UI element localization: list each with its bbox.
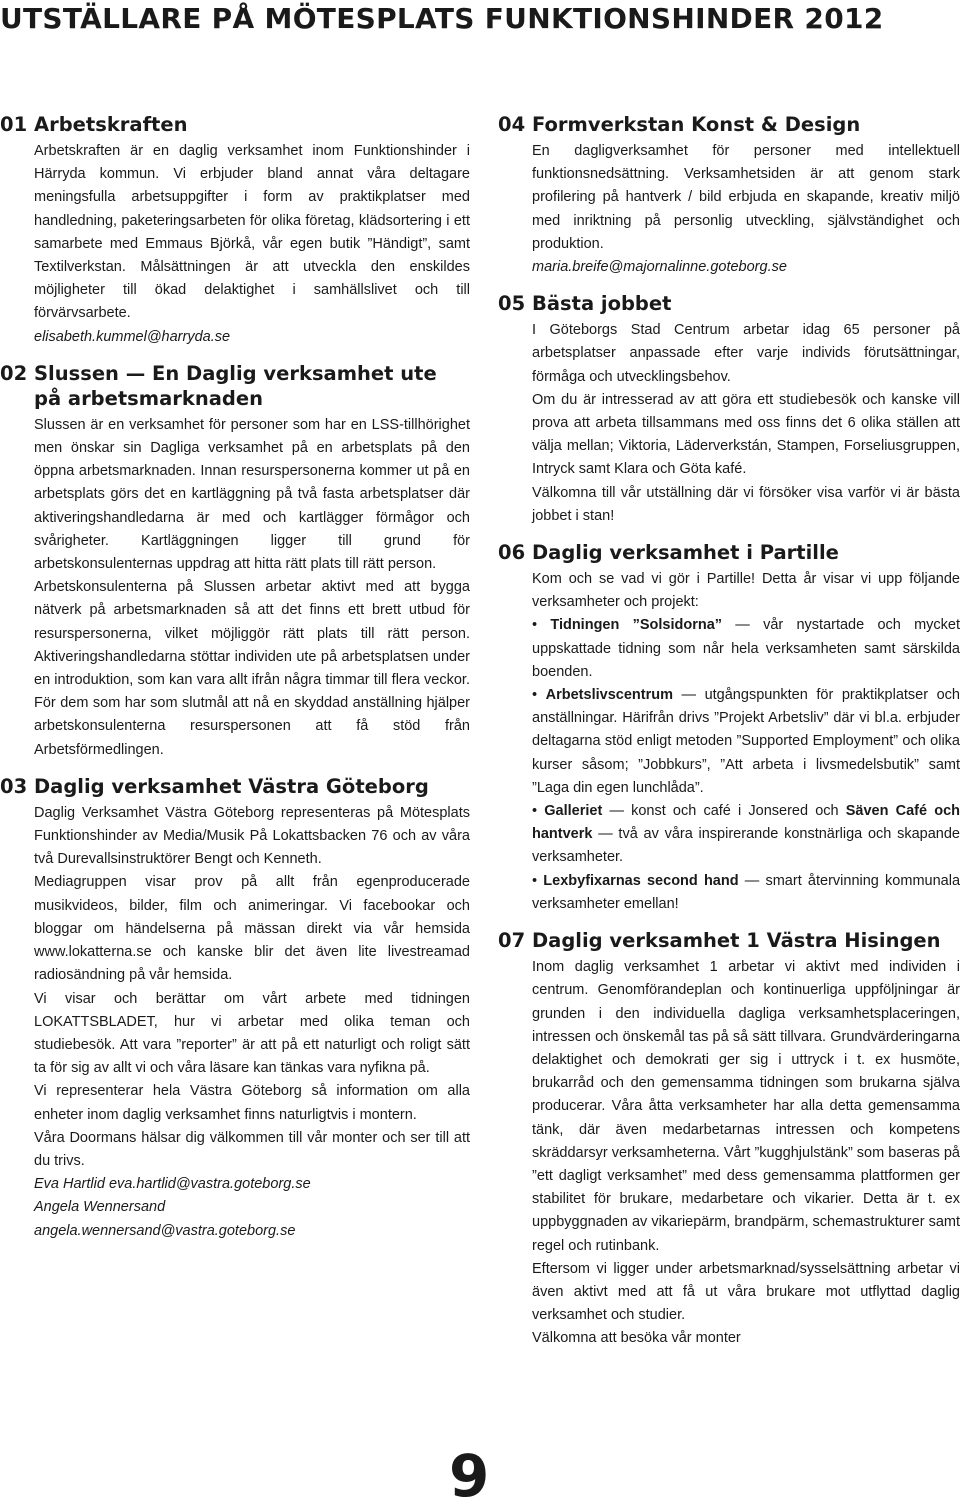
section-text: Mediagruppen visar prov på allt från egenproducerade musikvideos, bilder, film och animeringar. Vi facebookar och bloggar om händelserna på mässan direkt via vår hemsida www.lokatterna.se och kanske blir det även lite livestreamad radiosändning på vår hemsida. (34, 874, 470, 984)
list-item: • Galleriet — konst och café i Jonsered och Säven Café och hantverk — två av våra inspirerande konstnärliga och skapande verksamheter. (532, 803, 960, 866)
section-text: Eftersom vi ligger under arbetsmarknad/sysselsättning arbetar vi även aktivt med att få ut våra brukare mot utflyttad daglig verksamhet och studier. (532, 1260, 960, 1324)
section-arbetskraften (0, 112, 470, 349)
page-title: UTSTÄLLARE PÅ MÖTESPLATS FUNKTIONSHINDER 2012 (0, 2, 884, 35)
section-title: Daglig verksamhet i Partille (532, 541, 839, 565)
right-column (498, 112, 960, 1363)
section-number: 01 (0, 113, 28, 136)
section-text: Vi representerar hela Västra Göteborg så information om alla enheter inom daglig verksamhet finns naturligtvis i montern. (34, 1083, 470, 1123)
section-text: Välkomna till vår utställning där vi försöker visa varför vi är bästa jobbet i stan! (532, 484, 960, 524)
item-text: — smart återvinning kommunala verksamheter emellan! (532, 872, 960, 912)
item-text: — konst och café i Jonsered och (602, 803, 846, 820)
page-number: 9 (449, 1442, 490, 1510)
section-slussen (0, 361, 470, 762)
section-heading (498, 291, 960, 316)
section-text: Daglig Verksamhet Västra Göteborg representeras på Mötesplats Funktionshinder av Media/Musik På Lokattsbacken 76 och av våra två Durevallsinstruktörer Bengt och Kenneth. (34, 804, 470, 868)
section-text: Vi visar och berättar om vårt arbete med tidningen LOKATTSBLADET, hur vi arbetar med olika teman och studiebesök. Att vara ”reporter” är att på ett naturligt och roligt sätt ta för sig av allt vi och våra läsare kan tänkas vara nyfikna på. (34, 990, 470, 1077)
section-heading (498, 540, 960, 565)
section-number: 07 (498, 929, 526, 953)
section-text: Slussen är en verksamhet för personer som har en LSS-tillhörighet men önskar sin Dagliga verksamhet på en arbetsplats på den öppna arbetsmarknaden. Innan resurspersonerna kommer ut på en arbetsplats görs det en kartläggning på två fasta arbetsplatser där aktiveringshandledarna är med och kartlägger förmågor och svårigheter. Kartläggningen ligger till grund för arbetskonsulenternas uppdrag att hitta rätt plats till rätt person. (34, 416, 470, 573)
section-basta-jobbet (498, 291, 960, 528)
item-text: — två av våra inspirerande konstnärliga och skapande verksamheter. (532, 826, 960, 866)
section-number: 06 (498, 541, 526, 565)
section-text: I Göteborgs Stad Centrum arbetar idag 65 personer på arbetsplatser anpassade efter varje individs förutsättningar, förmåga och utvecklingsbehov. (532, 322, 960, 385)
item-name: Galleriet (544, 803, 603, 820)
section-vastra-goteborg (0, 774, 470, 1243)
section-title: Daglig verksamhet Västra Göteborg (34, 774, 429, 798)
section-text: Kom och se vad vi gör i Partille! Detta år visar vi upp följande verksamheter och projekt: (532, 571, 960, 611)
item-name: Tidningen ”Solsidorna” (550, 617, 723, 634)
section-vastra-hisingen (498, 928, 960, 1350)
contact-name: Angela Wennersand (34, 1199, 166, 1216)
section-title: Arbetskraften (34, 113, 188, 136)
item-text: — vår nystartade och mycket uppskattade tidning som når hela verksamheten samt särskilda boenden. (532, 617, 960, 680)
section-partille (498, 540, 960, 916)
item-text: — utgångspunkten för praktikplatser och anställningar. Härifrån drivs ”Projekt Arbetsliv” där vi bl.a. erbjuder deltagarna stöd enligt metoden ”Supported Employment” och olika kurser såsom; ”Jobbkurs”, ”Att arbeta i livsmedelsbutik” samt ”Laga din egen lunchlåda”. (532, 687, 960, 796)
contact-email[interactable]: maria.breife@majornalinne.goteborg.se (532, 259, 787, 276)
section-text: Våra Doormans hälsar dig välkommen till vår monter och ser till att du trivs. (34, 1129, 470, 1169)
section-title: Bästa jobbet (532, 292, 672, 316)
section-text: Arbetskraften är en daglig verksamhet inom Funktionshinder i Härryda kommun. Vi erbjuder bland annat våra deltagare meningsfulla arbetsuppgifter i form av praktikplatser med handledning, paketeringsarbeten för olika företag, klädsortering i ett samarbete med Emmaus Björkå, vår egen butik ”Händigt”, samt Textilverkstan. Målsättningen är att utveckla den enskildes möjligheter till ökad delaktighet i samhällslivet och till förvärvsarbete. (34, 143, 470, 322)
section-text: Om du är intresserad av att göra ett studiebesök och kanske vill prova att arbeta tillsammans med oss finns det 6 olika ställen att välja mellan; Viktoria, Läderverkstán, Stampen, Forseliusgruppen, Intryck samt Klara och Göta kafé. (532, 391, 960, 478)
left-column (0, 112, 470, 1255)
section-title: Slussen — En Daglig verksamhet ute på arbetsmarknaden (34, 361, 437, 410)
contact-email[interactable]: elisabeth.kummel@harryda.se (34, 328, 231, 345)
section-heading (498, 928, 960, 953)
section-heading (0, 774, 470, 799)
section-heading (0, 112, 470, 137)
item-name: Arbetslivscentrum (545, 687, 673, 704)
section-number: 03 (0, 774, 28, 798)
section-text: Välkomna att besöka vår monter (532, 1330, 741, 1347)
section-heading (498, 112, 960, 137)
section-title: Formverkstan Konst & Design (532, 113, 861, 136)
item-name: Säven Café och hantverk (532, 803, 960, 843)
section-text: En dagligverksamhet för personer med intellektuell funktionsnedsättning. Verksamhetsiden är att genom stark profilering på hantverk / bild erbjuda en skapande, kreativ miljö med inriktning på personlig utveckling, självständighet och produktion. (532, 143, 960, 252)
list-item: • Tidningen ”Solsidorna” — vår nystartade och mycket uppskattade tidning som når hela verksamheten samt särskilda boenden. (532, 617, 960, 680)
contact-email[interactable]: Eva Hartlid eva.hartlid@vastra.goteborg.se (34, 1176, 311, 1193)
list-item: • Arbetslivscentrum — utgångspunkten för praktikplatser och anställningar. Härifrån drivs ”Projekt Arbetsliv” där vi bl.a. erbjuder deltagarna stöd enligt metoden ”Supported Employment” och olika kurser såsom; ”Jobbkurs”, ”Att arbeta i livsmedelsbutik” samt ”Laga din egen lunchlåda”. (532, 687, 960, 796)
item-name: Lexbyfixarnas second hand (543, 872, 739, 889)
section-number: 02 (0, 361, 28, 385)
section-text: Arbetskonsulenterna på Slussen arbetar aktivt med att bygga nätverk på arbetsmarknaden så att det finns ett brett utbud för resurspersonerna, vilket möjliggör rätt plats till rätt person. Aktiveringshandledarna stöttar individen ute på arbetsplatsen under en introduktion, som kan vara allt ifrån några timmar till flera veckor. För dem som har som slutmål att nå en skyddad anställning hjälper arbetskonsulenterna resurspersonen att få stöd från Arbetsförmedlingen. (34, 579, 470, 758)
section-number: 05 (498, 292, 526, 316)
contact-email[interactable]: angela.wennersand@vastra.goteborg.se (34, 1222, 296, 1239)
section-formverkstan (498, 112, 960, 279)
section-text: Inom daglig verksamhet 1 arbetar vi aktivt med individen i centrum. Genomförandeplan och kontinuerliga uppföljningar är grunden i den individuella dagliga verksamhetsplaceringen, intressen och önskemål tas på så sätt tillvara. Grundvärderingarna delaktighet och demokrati ger sig i uttryck i t. ex husmöte, brukarråd och den gemensamma tidningen som brukarna själva producerar. Våra åtta verksamheter har alla detta gemensamma tänk, där även medarbetarnas intressen och kompetens skräddarsyr verksamheterna. Vårt ”kugghjulstänk” som baseras på ”ett dagligt verksamhet” med dess gemensamma plattformen ger stabilitet för brukare, medarbetare och vikarier. Detta är t. ex uppbyggnaden av vikariepärm, brandpärm, schemastrukturer samt regel och rutinbank. (532, 959, 960, 1254)
section-number: 04 (498, 113, 526, 136)
section-title: Daglig verksamhet 1 Västra Hisingen (532, 929, 941, 953)
list-item: • Lexbyfixarnas second hand — smart återvinning kommunala verksamheter emellan! (532, 872, 960, 912)
section-heading (0, 361, 470, 411)
